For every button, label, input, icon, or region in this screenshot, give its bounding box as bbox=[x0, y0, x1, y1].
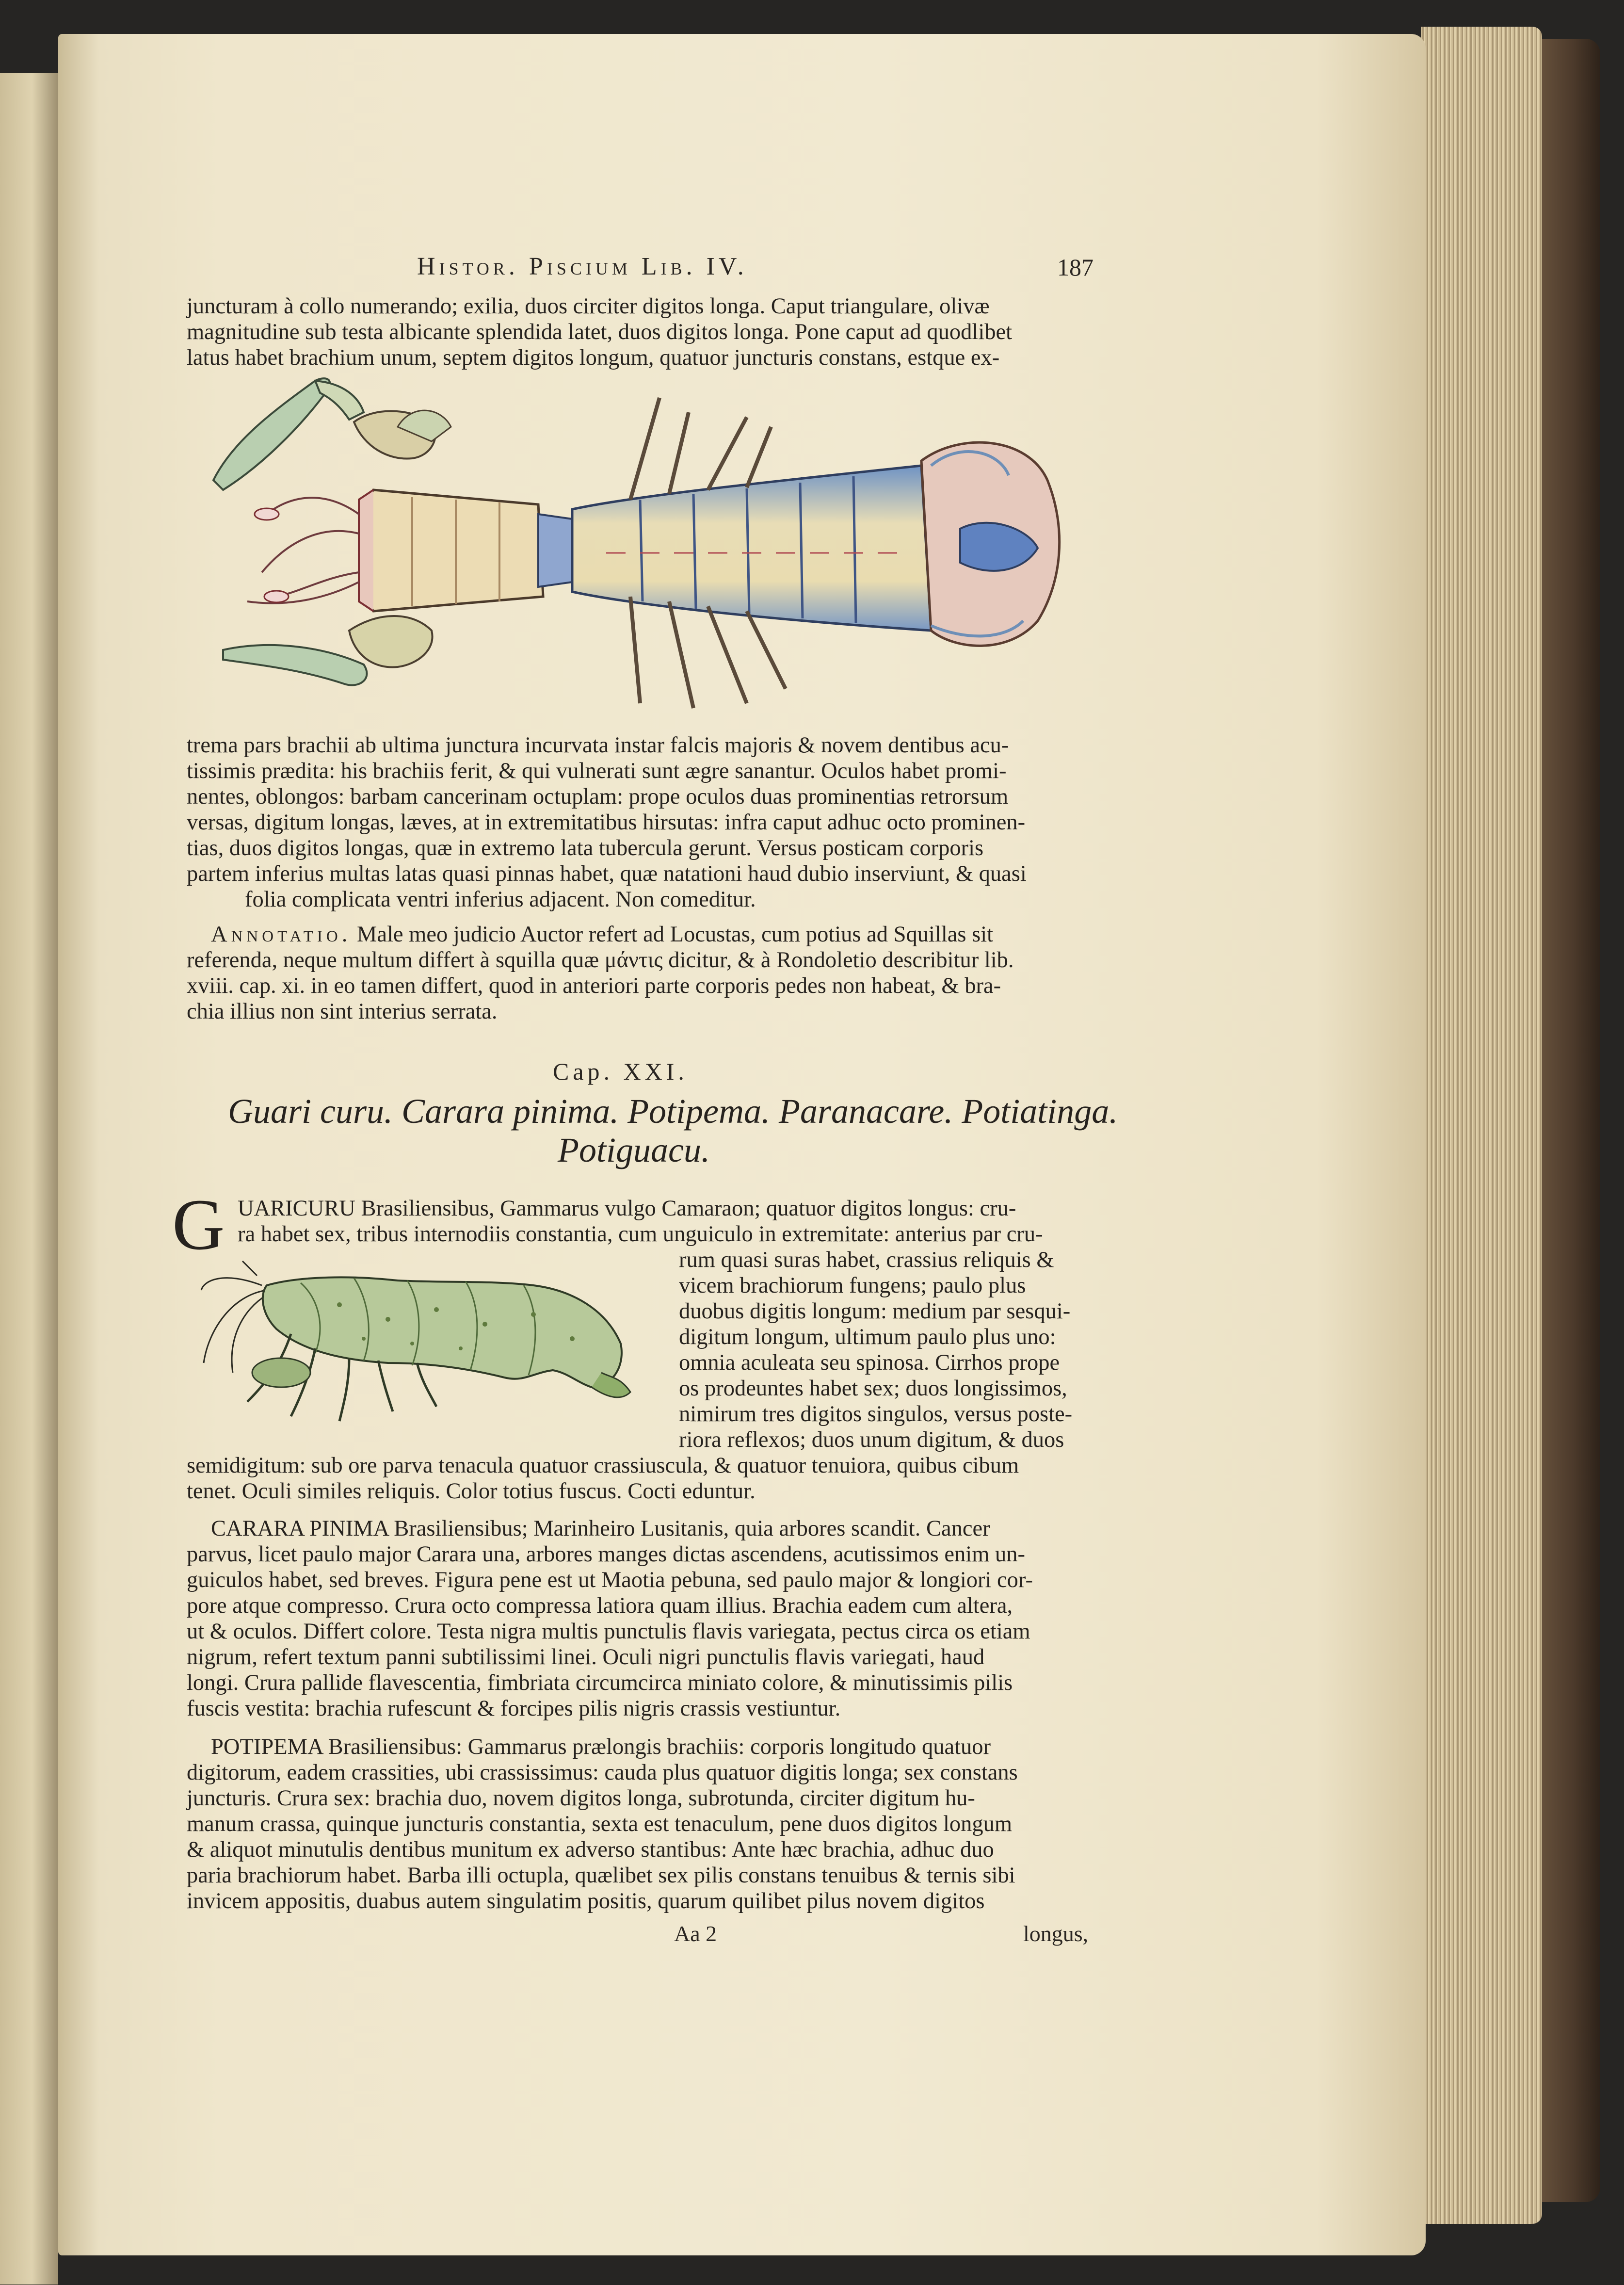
text-line: nigrum, refert textum panni subtilissimi linei. Oculi nigri punctulis flavis variegati, haud bbox=[187, 1645, 985, 1669]
text-line: chia illius non sint interius serrata. bbox=[187, 999, 498, 1024]
text-line: versas, digitum longas, læves, at in extremitatibus hirsutas: infra caput adhuc octo prominen- bbox=[187, 810, 1026, 835]
text-line: vicem brachiorum fungens; paulo plus bbox=[679, 1273, 1026, 1298]
chapter-subtitle-line1: Guari curu. Carara pinima. Potipema. Paranacare. Potiatinga. bbox=[228, 1092, 1118, 1131]
guaricuru-closing bbox=[187, 1453, 1108, 1504]
text-line: longi. Crura pallide flavescentia, fimbriata circumcirca miniato colore, & minutissimis pilis bbox=[187, 1670, 1013, 1695]
text-line: invicem appositis, duabus autem singulatim positis, quarum quilibet pilus novem digitos bbox=[187, 1889, 985, 1913]
text-line: juncturam à collo numerando; exilia, duos circiter digitos longa. Caput triangulare, olivæ bbox=[187, 294, 990, 319]
annotatio-first-line bbox=[187, 922, 1108, 947]
text-line: Male meo judicio Auctor refert ad Locustas, cum potius ad Squillas sit bbox=[357, 922, 994, 947]
text-line: guiculos habet, sed breves. Figura pene est ut Maotia pebuna, sed paulo major & longiori cor- bbox=[187, 1568, 1033, 1592]
text-line: digitorum, eadem crassities, ubi crassissimus: cauda plus quatuor digitis longa; sex constans bbox=[187, 1760, 1018, 1785]
guaricuru-wrapped-text bbox=[679, 1247, 1101, 1453]
text-line: digitum longum, ultimum paulo plus uno: bbox=[679, 1325, 1056, 1349]
text-line: duobus digitis longum: medium par sesqui- bbox=[679, 1299, 1071, 1324]
text-line: omnia aculeata seu spinosa. Cirrhos prope bbox=[679, 1350, 1060, 1375]
book-cover-edge bbox=[1532, 39, 1600, 2202]
text-line: tissimis prædita: his brachiis ferit, & qui vulnerati sunt ægre sanantur. Oculos habet promi- bbox=[187, 759, 1007, 783]
text-line: trema pars brachii ab ultima junctura incurvata instar falcis majoris & novem dentibus acu- bbox=[187, 733, 1009, 758]
annotatio-paragraph bbox=[187, 922, 1108, 1024]
text-line: juncturis. Crura sex: brachia duo, novem digitos longa, subrotunda, circiter digitum hu- bbox=[187, 1786, 975, 1811]
page-block-edges bbox=[1421, 27, 1542, 2224]
text-line: pore atque compresso. Crura octo compressa latiora quam illius. Brachia eadem cum altera, bbox=[187, 1593, 1013, 1618]
text-line: semidigitum: sub ore parva tenacula quatuor crassiuscula, & quatuor tenuiora, quibus cibum bbox=[187, 1453, 1019, 1478]
text-line: manum crassa, quinque juncturis constantia, sexta est tenaculum, pene duos digitos longum bbox=[187, 1812, 1013, 1836]
text-line: os prodeuntes habet sex; duos longissimos, bbox=[679, 1376, 1067, 1401]
chapter-heading: Cap. XXI. bbox=[553, 1058, 688, 1085]
top-paragraph bbox=[187, 293, 1098, 371]
facing-page-edge bbox=[0, 73, 58, 2285]
mantis-shrimp-illustration bbox=[204, 369, 1067, 728]
text-line: ut & oculos. Differt colore. Testa nigra multis punctulis flavis variegata, pectus circa os etiam bbox=[187, 1619, 1030, 1644]
chapter-subtitle-line2: Potiguacu. bbox=[558, 1131, 710, 1169]
text-line: magnitudine sub testa albicante splendida latet, duos digitos longa. Pone caput ad quodlibet bbox=[187, 320, 1013, 344]
text-line: CARARA PINIMA Brasiliensibus; Marinheiro Lusitanis, quia arbores scandit. Cancer bbox=[211, 1516, 990, 1541]
text-line: partem inferius multas latas quasi pinnas habet, quæ natationi haud dubio inserviunt, & quasi bbox=[187, 861, 1027, 886]
signature-mark: Aa 2 bbox=[674, 1921, 717, 1946]
text-line: nimirum tres digitos singulos, versus poste- bbox=[679, 1402, 1073, 1426]
text-line: folia complicata ventri inferius adjacent. Non comeditur. bbox=[245, 887, 756, 912]
text-line: paria brachiorum habet. Barba illi octupla, quælibet sex pilis constans tenuibus & ternis sibi bbox=[187, 1863, 1015, 1888]
page-number: 187 bbox=[1057, 254, 1093, 281]
catchword: longus, bbox=[1023, 1921, 1089, 1946]
text-line: POTIPEMA Brasiliensibus: Gammarus prælongis brachiis: corporis longitudo quatuor bbox=[211, 1734, 991, 1759]
text-line: referenda, neque multum differt à squilla quæ μάντις dicitur, & à Rondoletio describitur lib. bbox=[187, 948, 1014, 972]
text-line: fuscis vestita: brachia rufescunt & forcipes pilis nigris crassis vestiuntur. bbox=[187, 1696, 841, 1721]
annotatio-label: Annotatio. bbox=[211, 922, 352, 947]
text-line: nentes, oblongos: barbam cancerinam octuplam: prope oculos duas prominentias retrorsum bbox=[187, 784, 1009, 809]
text-line: latus habet brachium unum, septem digitos longum, quatuor juncturis constans, estque ex- bbox=[187, 345, 1000, 370]
text-line: & aliquot minutulis dentibus munitum ex adverso stantibus: Ante hæc brachia, adhuc duo bbox=[187, 1837, 994, 1862]
text-line: UARICURU Brasiliensibus, Gammarus vulgo Camaraon; quatuor digitos longus: cru- bbox=[238, 1196, 1016, 1221]
text-line: riora reflexos; duos unum digitum, & duos bbox=[679, 1427, 1064, 1452]
guaricuru-opening bbox=[238, 1196, 1101, 1247]
potipema-paragraph bbox=[187, 1734, 1108, 1914]
text-line: tias, duos digitos longas, quæ in extremo lata tubercula gerunt. Versus posticam corporis bbox=[187, 836, 984, 860]
description-paragraph bbox=[187, 732, 1108, 912]
carara-pinima-paragraph bbox=[187, 1516, 1108, 1721]
text-line: xviii. cap. xi. in eo tamen differt, quod in anteriori parte corporis pedes non habeat, & bra- bbox=[187, 973, 1001, 998]
text-line: tenet. Oculi similes reliquis. Color totius fuscus. Cocti eduntur. bbox=[187, 1479, 756, 1504]
text-line: ra habet sex, tribus internodiis constantia, cum unguiculo in extremitate: anterius par cru- bbox=[238, 1222, 1043, 1247]
running-title: Histor. Piscium Lib. IV. bbox=[417, 253, 748, 280]
drop-capital: G bbox=[172, 1184, 225, 1265]
text-line: rum quasi suras habet, crassius reliquis & bbox=[679, 1248, 1054, 1272]
prawn-illustration bbox=[194, 1256, 645, 1431]
text-line: parvus, licet paulo major Carara una, arbores manges dictas ascendens, acutissimos enim un- bbox=[187, 1542, 1025, 1567]
